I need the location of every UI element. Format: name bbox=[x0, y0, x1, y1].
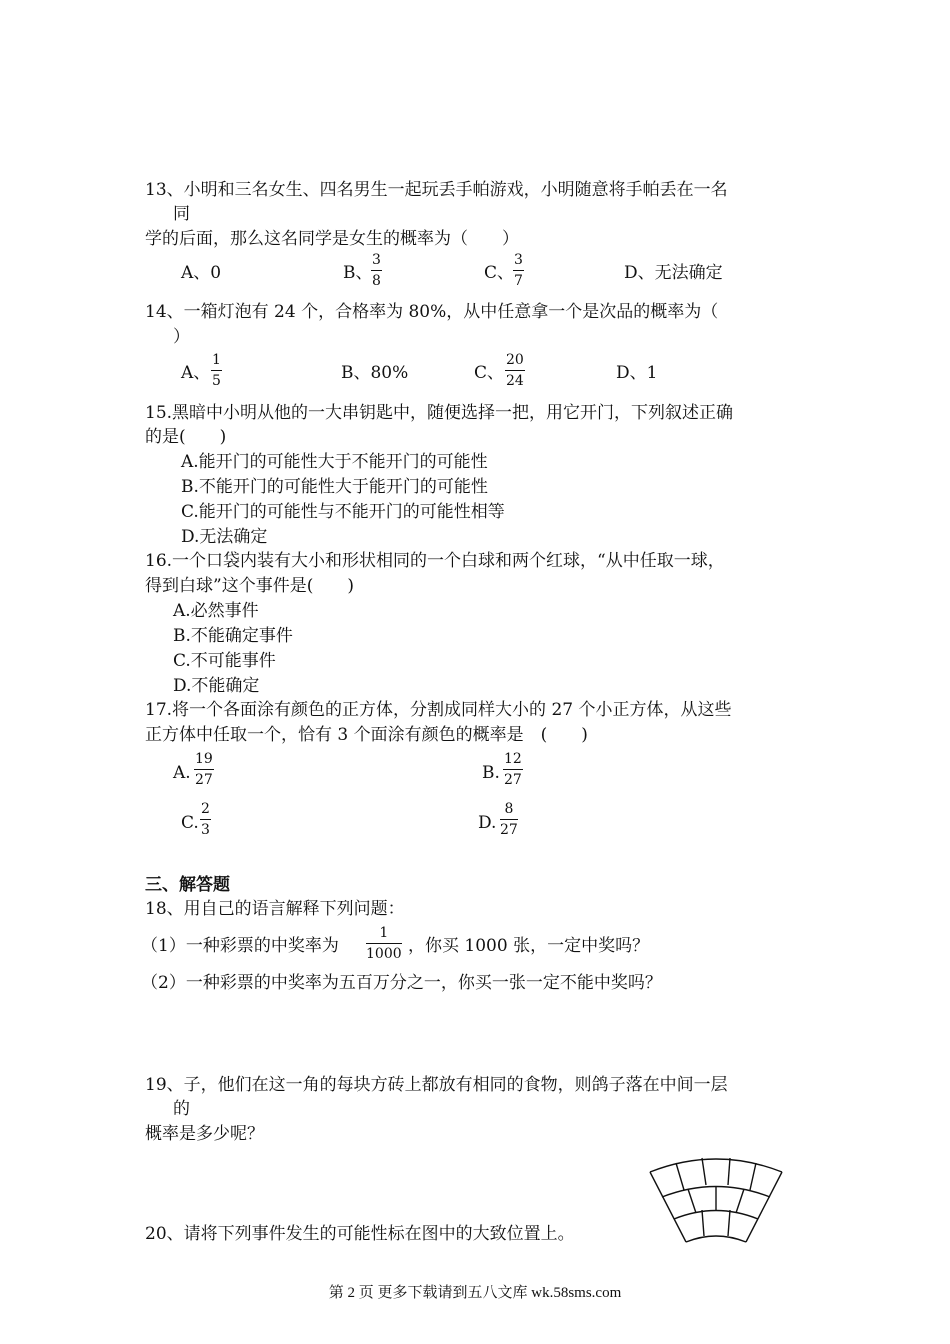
q17-option-b-fraction bbox=[503, 751, 523, 789]
q13-option-b-label: B、 bbox=[343, 263, 373, 283]
tile-divider bbox=[736, 1189, 744, 1213]
q20-stem: 20、请将下列事件发生的可能性标在图中的大致位置上。 bbox=[145, 1224, 575, 1244]
q16-stem-line2: 得到白球”这个事件是( ) bbox=[145, 576, 354, 596]
q18-part1-fraction bbox=[366, 925, 402, 963]
q13-option-d: D、无法确定 bbox=[624, 263, 723, 283]
tile-divider bbox=[688, 1189, 696, 1213]
q19-stem-line1: 19、子，他们在这一角的每块方砖上都放有相同的食物，则鸽子落在中间一层 bbox=[145, 1075, 728, 1095]
inner-arc bbox=[686, 1236, 746, 1242]
q17-stem-line2: 正方体中任取一个，恰有 3 个面涂有颜色的概率是 ( ) bbox=[145, 725, 588, 745]
left-edge bbox=[650, 1172, 686, 1242]
fraction-denominator: 3 bbox=[201, 822, 210, 838]
q17-stem-line1: 17.将一个各面涂有颜色的正方体，分割成同样大小的 27 个小正方体，从这些 bbox=[145, 700, 732, 720]
q14-stem-wrap: ） bbox=[173, 327, 190, 347]
q15-stem-line2: 的是( ) bbox=[145, 427, 227, 447]
fraction-numerator: 20 bbox=[505, 352, 525, 371]
q13-stem-line1: 13、小明和三名女生、四名男生一起玩丢手帕游戏，小明随意将手帕丢在一名 bbox=[145, 180, 728, 200]
q18-part2: （2）一种彩票的中奖率为五百万分之一，你买一张一定不能中奖吗？ bbox=[141, 973, 662, 993]
q17-option-a-fraction bbox=[194, 751, 214, 789]
q17-option-c-fraction bbox=[200, 801, 211, 839]
fraction-numerator: 3 bbox=[513, 252, 524, 271]
tile-divider bbox=[728, 1210, 730, 1236]
fraction-numerator: 19 bbox=[194, 751, 214, 770]
tile-divider bbox=[728, 1158, 730, 1185]
fraction-denominator: 27 bbox=[504, 772, 522, 788]
tile-corner-figure bbox=[642, 1152, 790, 1246]
q17-option-a-label: A. bbox=[173, 763, 191, 783]
fraction-numerator: 12 bbox=[503, 751, 523, 770]
section-heading: 三、解答题 bbox=[145, 875, 230, 895]
q13-stem-wrap: 同 bbox=[173, 204, 190, 224]
fraction-denominator: 1000 bbox=[366, 946, 402, 962]
fraction-denominator: 27 bbox=[500, 822, 518, 838]
q14-option-c-fraction bbox=[505, 352, 525, 390]
q16-option-b: B.不能确定事件 bbox=[173, 626, 293, 646]
lower-arc bbox=[674, 1211, 758, 1220]
q14-option-d: D、1 bbox=[616, 363, 658, 383]
q14-option-a-fraction bbox=[211, 352, 222, 390]
tile-divider bbox=[702, 1210, 704, 1236]
q13-option-b-fraction bbox=[371, 252, 382, 290]
page-footer: 第 2 页 更多下载请到五八文库 wk.58sms.com bbox=[328, 1285, 622, 1301]
fraction-numerator: 1 bbox=[366, 925, 402, 944]
q16-stem-line1: 16.一个口袋内装有大小和形状相同的一个白球和两个红球，“从中任取一球， bbox=[145, 551, 725, 571]
q14-option-c-label: C、 bbox=[474, 363, 505, 383]
q14-option-a-label: A、 bbox=[181, 363, 211, 383]
q13-option-a: A、0 bbox=[181, 263, 222, 283]
q13-option-c-label: C、 bbox=[484, 263, 515, 283]
q15-option-c: C.能开门的可能性与不能开门的可能性相等 bbox=[181, 502, 505, 522]
q16-option-d: D.不能确定 bbox=[173, 676, 260, 696]
q15-stem-line1: 15.黑暗中小明从他的一大串钥匙中，随便选择一把，用它开门，下列叙述正确 bbox=[145, 403, 734, 423]
fraction-denominator: 27 bbox=[195, 772, 213, 788]
fraction-numerator: 8 bbox=[500, 801, 518, 820]
q15-option-b: B.不能开门的可能性大于能开门的可能性 bbox=[181, 477, 488, 497]
q17-option-b-label: B. bbox=[482, 763, 500, 783]
q14-stem-line1: 14、一箱灯泡有 24 个，合格率为 80%，从中任意拿一个是次品的概率为（ bbox=[145, 302, 719, 322]
q17-option-d-fraction bbox=[500, 801, 518, 839]
q18-part1-prefix: （1）一种彩票的中奖率为 bbox=[141, 936, 339, 956]
q17-option-c-label: C. bbox=[181, 813, 199, 833]
q16-option-a: A.必然事件 bbox=[173, 601, 259, 621]
q17-option-d-label: D. bbox=[478, 813, 497, 833]
fraction-denominator: 7 bbox=[514, 273, 523, 289]
fraction-denominator: 8 bbox=[372, 273, 381, 289]
outer-arc bbox=[650, 1159, 782, 1172]
q18-part1-suffix: ，你买 1000 张，一定中奖吗？ bbox=[408, 936, 650, 956]
q19-stem-line2: 概率是多少呢？ bbox=[145, 1124, 264, 1144]
q16-option-c: C.不可能事件 bbox=[173, 651, 276, 671]
fraction-denominator: 24 bbox=[506, 373, 524, 389]
q14-option-b: B、80% bbox=[341, 363, 409, 383]
q18-stem: 18、用自己的语言解释下列问题： bbox=[145, 899, 405, 919]
q19-stem-wrap: 的 bbox=[173, 1099, 190, 1119]
tile-divider bbox=[750, 1163, 756, 1190]
q13-option-c-fraction bbox=[513, 252, 524, 290]
fraction-denominator: 5 bbox=[212, 373, 221, 389]
q15-option-d: D.无法确定 bbox=[181, 527, 268, 547]
fraction-numerator: 2 bbox=[200, 801, 211, 820]
tile-divider bbox=[676, 1163, 684, 1190]
tile-divider bbox=[702, 1158, 706, 1185]
fraction-numerator: 1 bbox=[211, 352, 222, 371]
q13-stem-line2: 学的后面，那么这名同学是女生的概率为（ ） bbox=[145, 229, 519, 249]
q15-option-a: A.能开门的可能性大于不能开门的可能性 bbox=[181, 452, 488, 472]
fraction-numerator: 3 bbox=[371, 252, 382, 271]
